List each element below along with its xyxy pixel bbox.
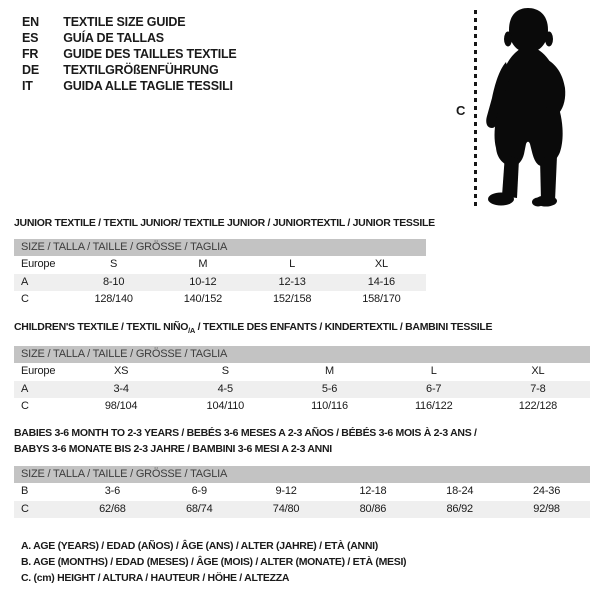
size-cell: L — [430, 365, 437, 378]
children-title-pre: CHILDREN'S TEXTILE / TEXTIL NIÑO — [14, 321, 189, 333]
size-cell: 6-7 — [426, 382, 442, 395]
size-cell: 92/98 — [533, 502, 560, 515]
language-code: FR — [22, 47, 39, 61]
language-row — [22, 30, 237, 46]
size-cell: 140/152 — [183, 293, 223, 305]
language-code: EN — [22, 15, 39, 29]
size-cell: 116/122 — [414, 400, 453, 413]
baby-figure — [450, 6, 592, 211]
size-cell: 9-12 — [275, 485, 297, 497]
language-list — [22, 14, 237, 94]
junior-section — [14, 217, 435, 309]
size-row-a — [14, 381, 590, 399]
babies-title-line2: BABYS 3-6 MONATE BIS 2-3 JAHRE / BAMBINI 3-6 MESI A 2-3 ANNI — [14, 443, 332, 455]
size-table-header: SIZE / TALLA / TAILLE / GRÖSSE / TAGLIA — [14, 466, 590, 483]
size-cell: 10-12 — [189, 275, 217, 288]
size-cell: 12-13 — [278, 275, 306, 288]
language-code: ES — [22, 31, 39, 45]
size-table-header: SIZE / TALLA / TAILLE / GRÖSSE / TAGLIA — [14, 239, 426, 256]
size-cell: 18-24 — [446, 485, 474, 497]
size-table-header: SIZE / TALLA / TAILLE / GRÖSSE / TAGLIA — [14, 346, 590, 363]
children-section — [14, 321, 590, 416]
language-title: TEXTILE SIZE GUIDE — [63, 15, 186, 29]
language-row — [22, 46, 237, 62]
size-row-b — [14, 483, 590, 501]
size-cell: S — [221, 365, 229, 378]
size-cell: L — [289, 258, 296, 270]
size-cell: M — [198, 258, 208, 270]
size-cell: 122/128 — [518, 400, 558, 413]
row-label: C — [21, 293, 29, 305]
size-cell: XL — [531, 365, 545, 378]
babies-title-line1: BABIES 3-6 MONTH TO 2-3 YEARS / BEBÉS 3-6 MESES A 2-3 AÑOS / BÉBÉS 3-6 MOIS À 2-3 ANS / — [14, 427, 477, 439]
size-cell: XS — [113, 365, 129, 378]
size-cell: 24-36 — [532, 485, 561, 497]
size-row-c — [14, 291, 426, 309]
size-cell: 86/92 — [446, 502, 473, 515]
row-label: Europe — [21, 258, 56, 270]
size-row-europe — [14, 363, 590, 381]
size-cell: 158/170 — [362, 293, 401, 305]
row-label: Europe — [21, 365, 56, 378]
children-table-title — [14, 321, 590, 337]
language-code: IT — [22, 79, 33, 93]
footnotes — [21, 538, 406, 586]
size-cell: XL — [374, 258, 388, 270]
size-cell: 14-16 — [367, 275, 395, 288]
babies-size-table — [14, 466, 590, 518]
size-table-body — [14, 256, 426, 309]
size-cell: 110/116 — [311, 400, 348, 413]
size-cell: M — [325, 365, 334, 378]
language-title: TEXTILGRÖßENFÜHRUNG — [63, 63, 219, 77]
size-cell: 104/110 — [206, 400, 245, 413]
row-label: B — [21, 485, 29, 497]
language-code: DE — [22, 63, 39, 77]
children-title-sub: /A — [188, 326, 196, 336]
row-label: A — [21, 275, 29, 288]
language-title: GUIDE DES TAILLES TEXTILE — [63, 47, 237, 61]
junior-size-table — [14, 239, 426, 309]
children-title-post: / TEXTILE DES ENFANTS / KINDERTEXTIL / BAMBINI TESSILE — [195, 321, 493, 333]
size-table-body — [14, 363, 590, 416]
size-cell: 62/68 — [99, 502, 126, 515]
size-cell: 80/86 — [359, 502, 387, 515]
language-row — [22, 62, 237, 78]
footnote: A. AGE (YEARS) / EDAD (AÑOS) / ÂGE (ANS) / ALTER (JAHRE) / ETÀ (ANNI) — [21, 540, 378, 552]
size-row-c — [14, 398, 590, 416]
height-measure-label: C — [456, 103, 466, 118]
size-cell: 98/104 — [104, 400, 138, 413]
language-row — [22, 14, 237, 30]
size-cell: 7-8 — [530, 382, 546, 395]
footnote: B. AGE (MONTHS) / EDAD (MESES) / ÂGE (MOIS) / ALTER (MONATE) / ETÀ (MESI) — [21, 556, 407, 568]
size-cell: 4-5 — [217, 382, 233, 395]
size-cell: 3-6 — [104, 485, 121, 497]
footnote: C. (cm) HEIGHT / ALTURA / HAUTEUR / HÖHE / ALTEZZA — [21, 572, 290, 584]
language-title: GUÍA DE TALLAS — [63, 31, 164, 45]
size-cell: 68/74 — [185, 502, 213, 515]
size-row-a — [14, 274, 426, 292]
size-cell: 5-6 — [321, 382, 338, 395]
size-cell: 8-10 — [103, 275, 125, 288]
language-row — [22, 78, 237, 94]
size-cell: 128/140 — [94, 293, 133, 305]
language-title: GUIDA ALLE TAGLIE TESSILI — [63, 79, 233, 93]
children-size-table — [14, 346, 590, 416]
size-cell: 74/80 — [272, 502, 300, 515]
babies-table-title — [14, 425, 590, 457]
height-measure-line — [474, 10, 477, 208]
size-table-body — [14, 483, 590, 518]
size-cell: 6-9 — [191, 485, 207, 497]
babies-section — [14, 425, 590, 518]
size-row-c — [14, 501, 590, 519]
row-label: C — [21, 502, 29, 515]
size-cell: 3-4 — [113, 382, 129, 395]
junior-table-title: JUNIOR TEXTILE / TEXTIL JUNIOR/ TEXTILE JUNIOR / JUNIORTEXTIL / JUNIOR TESSILE — [14, 217, 435, 229]
size-cell: 12-18 — [359, 485, 387, 497]
row-label: A — [21, 382, 29, 395]
row-label: C — [21, 400, 29, 413]
size-cell: 152/158 — [272, 293, 312, 305]
size-cell: S — [110, 258, 118, 270]
size-row-europe — [14, 256, 426, 274]
baby-silhouette-icon — [483, 8, 575, 208]
